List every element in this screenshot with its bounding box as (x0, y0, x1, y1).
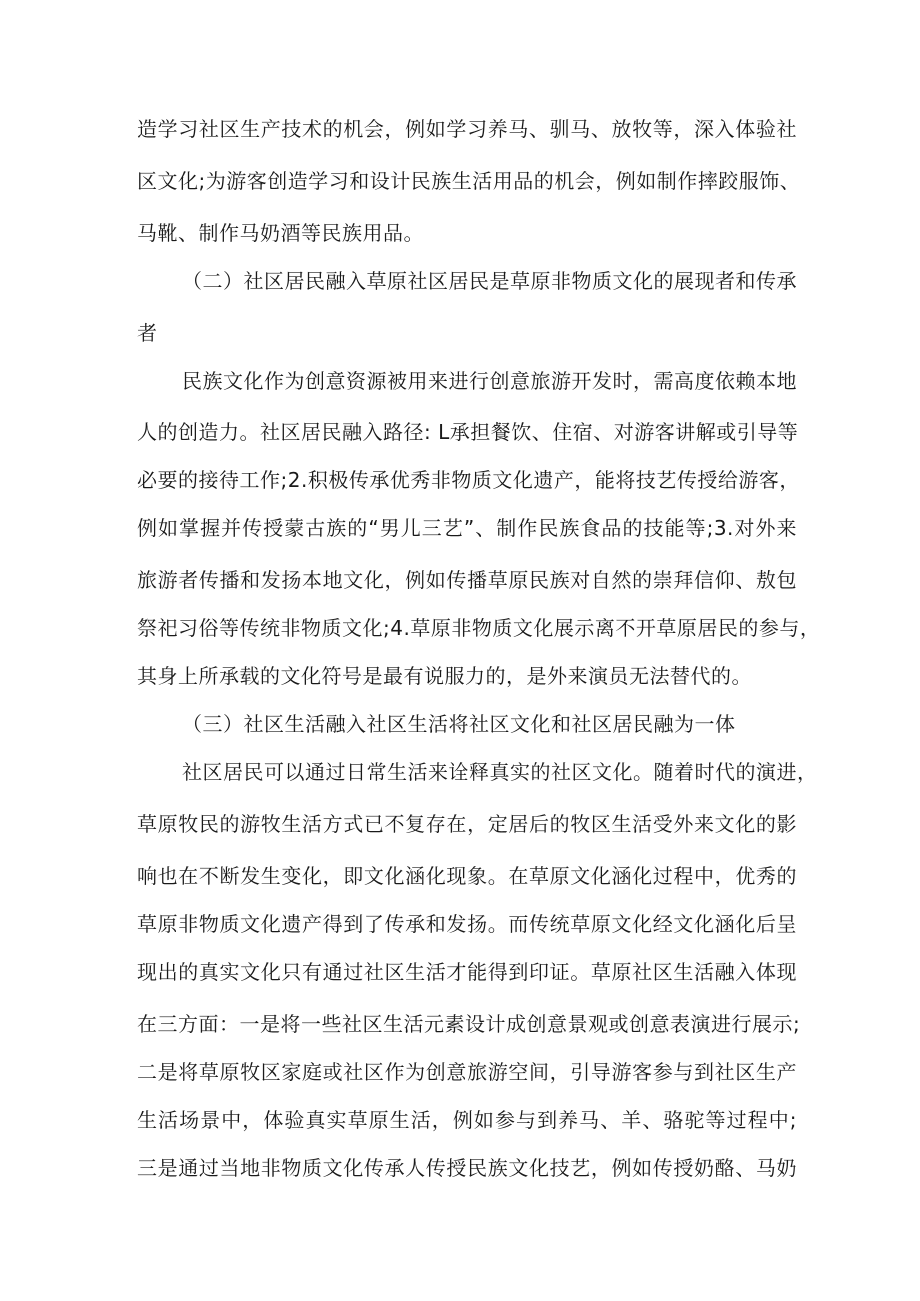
text-line: 其身上所承载的文化符号是最有说服力的，是外来演员无法替代的。 (137, 664, 752, 688)
text-line: 例如掌握并传授蒙古族的“男儿三艺”、制作民族食品的技能等;3.对外来 (137, 516, 797, 540)
section-heading: （二）社区居民融入草原社区居民是草原非物质文化的展现者和传承 (182, 269, 797, 293)
text-line: 民族文化作为创意资源被用来进行创意旅游开发时，需高度依赖本地 (182, 369, 797, 393)
text-line: 在三方面：一是将一些社区生活元素设计成创意景观或创意表演进行展示; (137, 1012, 801, 1036)
text-line: 三是通过当地非物质文化传承人传授民族文化技艺，例如传授奶酪、马奶 (137, 1156, 797, 1180)
text-line: 现出的真实文化只有通过社区生活才能得到印证。草原社区生活融入体现 (137, 960, 797, 984)
text-line: 旅游者传播和发扬本地文化，例如传播草原民族对自然的崇拜信仰、敖包 (137, 568, 797, 592)
text-line: 必要的接待工作;2.积极传承优秀非物质文化遗产，能将技艺传授给游客， (137, 468, 800, 492)
text-line: 马靴、制作马奶酒等民族用品。 (137, 221, 424, 245)
text-line: 生活场景中，体验真实草原生活，例如参与到养马、羊、骆驼等过程中; (137, 1108, 797, 1132)
text-line: 社区居民可以通过日常生活来诠释真实的社区文化。随着时代的演进， (182, 760, 818, 784)
text-line: 草原非物质文化遗产得到了传承和发扬。而传统草原文化经文化涵化后呈 (137, 912, 797, 936)
text-line: 祭祀习俗等传统非物质文化;4.草原非物质文化展示离不开草原居民的参与， (137, 616, 821, 640)
text-line: 草原牧民的游牧生活方式已不复存在，定居后的牧区生活受外来文化的影 (137, 812, 797, 836)
text-line: 二是将草原牧区家庭或社区作为创意旅游空间，引导游客参与到社区生产 (137, 1060, 797, 1084)
text-line: 造学习社区生产技术的机会，例如学习养马、驯马、放牧等，深入体验社 (137, 117, 797, 141)
text-line: 区文化;为游客创造学习和设计民族生活用品的机会，例如制作摔跤服饰、 (137, 169, 801, 193)
text-line: 人的创造力。社区居民融入路径: L承担餐饮、住宿、对游客讲解或引导等 (137, 420, 799, 444)
section-heading: （三）社区生活融入社区生活将社区文化和社区居民融为一体 (182, 712, 736, 736)
text-line: 响也在不断发生变化，即文化涵化现象。在草原文化涵化过程中，优秀的 (137, 864, 797, 888)
section-heading-continued: 者 (137, 321, 158, 345)
